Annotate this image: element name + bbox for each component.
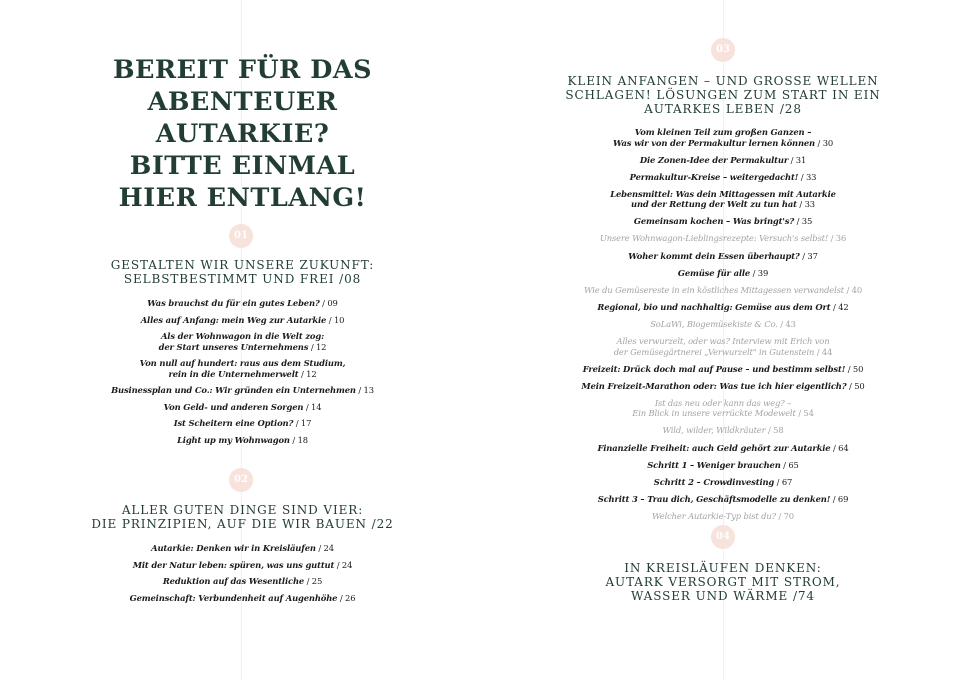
toc-entry-title: Mit der Natur leben: spüren, was uns guttut	[132, 559, 335, 570]
chapter-page-number: /08	[339, 272, 362, 286]
chapter-page-number: /22	[371, 517, 394, 531]
toc-entry-title: Regional, bio und nachhaltig: Gemüse aus dem Ort	[597, 301, 831, 312]
toc-entry-page: / 09	[322, 298, 338, 308]
toc-entry	[540, 494, 906, 505]
toc-entry-title: Permakultur-Kreise – weitergedacht!	[629, 171, 799, 182]
toc-entry-title: Alles auf Anfang: mein Weg zur Autarkie	[140, 314, 327, 325]
toc-entry	[540, 302, 906, 313]
toc-entry-page: / 17	[295, 418, 312, 428]
chapter-number-badge: 01	[229, 224, 253, 248]
toc-entry	[60, 593, 425, 604]
toc-entry-page: / 13	[358, 385, 374, 395]
chapter-heading	[540, 561, 906, 603]
toc-entry	[540, 477, 906, 488]
toc-entry-title: Reduktion auf das Wesentliche	[162, 576, 305, 586]
chapter-entry-list	[60, 298, 425, 451]
toc-entry	[540, 511, 906, 522]
toc-entry	[60, 298, 425, 309]
toc-entry-page: / 67	[776, 476, 793, 487]
chapter-page-number: /74	[792, 589, 815, 603]
toc-entry-title: Vom kleinen Teil zum großen Ganzen – Was wir von der Permakultur lernen können	[612, 127, 815, 148]
toc-entry-page: / 18	[292, 434, 308, 445]
toc-entry-page: / 33	[800, 171, 817, 182]
toc-entry-page: / 12	[310, 341, 327, 352]
toc-entry-title: Businessplan und Co.: Wir gründen ein Unternehmen	[111, 385, 356, 395]
toc-entry	[60, 576, 425, 587]
toc-entry	[60, 560, 425, 571]
toc-entry-page: / 43	[780, 318, 796, 329]
toc-entry-page: / 26	[339, 592, 356, 603]
toc-entry	[540, 268, 906, 279]
toc-entry	[540, 172, 906, 183]
toc-entry	[60, 331, 425, 352]
toc-entry-title: SoLaWi, Biogemüsekiste & Co.	[650, 318, 778, 329]
chapter-number-badge: 04	[711, 525, 735, 549]
toc-entry-page: / 14	[305, 401, 322, 412]
toc-entry-title: Ist Scheitern eine Option?	[173, 418, 294, 428]
toc-entry-page: / 58	[767, 425, 784, 436]
chapter-heading	[60, 503, 425, 531]
toc-entry	[60, 543, 425, 554]
toc-entry-page: / 36	[830, 233, 847, 244]
page-title: BEREIT FÜR DAS ABENTEUER AUTARKIE? BITTE EINMAL HIER ENTLANG!	[112, 55, 373, 213]
toc-entry-title: Schritt 3 – Trau dich, Geschäftsmodelle zu denken!	[597, 493, 831, 504]
chapter-entry-list	[540, 127, 906, 528]
toc-entry	[540, 364, 906, 375]
toc-entry-title: Gemeinsam kochen – Was bringt's?	[633, 216, 795, 227]
toc-entry-title: Schritt 1 – Weniger brauchen	[647, 459, 781, 470]
toc-entry-title: Wie du Gemüsereste in ein köstliches Mittagessen verwandelst	[583, 284, 844, 295]
toc-entry-title: Schritt 2 – Crowdinvesting	[653, 476, 775, 487]
toc-entry-page: / 69	[832, 493, 849, 504]
toc-entry	[540, 127, 906, 148]
toc-entry-page: / 12	[301, 368, 317, 379]
toc-entry-title: Was brauchst du für ein gutes Leben?	[147, 298, 320, 308]
toc-entry	[60, 385, 425, 396]
chapter-heading	[540, 74, 906, 116]
chapter-number-badge: 02	[229, 468, 253, 492]
toc-entry-title: Alles verwurzelt, oder was? Interview mit Erich von der Gemüsegärtnerei „Verwurzelt" in Gutenstein	[613, 336, 830, 357]
toc-entry-page: / 54	[798, 408, 814, 419]
toc-entry-title: Finanzielle Freiheit: auch Geld gehört zur Autarkie	[597, 442, 831, 453]
toc-entry	[540, 336, 906, 357]
toc-entry-title: Gemeinschaft: Verbundenheit auf Augenhöhe	[129, 592, 338, 603]
toc-entry	[540, 216, 906, 227]
toc-entry	[540, 285, 906, 296]
toc-entry-page: / 64	[833, 442, 849, 453]
chapter-entry-list	[60, 543, 425, 609]
toc-entry-title: Woher kommt dein Essen überhaupt?	[628, 250, 800, 261]
chapter-number-badge: 03	[711, 38, 735, 62]
toc-entry	[540, 189, 906, 210]
toc-entry-page: / 40	[846, 284, 863, 295]
toc-entry-title: Autarkie: Denken wir in Kreisläufen	[151, 543, 316, 553]
toc-entry-title: Lebensmittel: Was dein Mittagessen mit Autarkie und der Rettung der Welt zu tun hat	[610, 188, 836, 210]
toc-entry-page: / 30	[817, 137, 834, 148]
toc-entry	[540, 443, 906, 454]
toc-entry-page: / 25	[306, 576, 323, 586]
toc-entry-page: / 65	[783, 459, 799, 470]
toc-entry	[540, 460, 906, 471]
toc-entry-title: Mein Freizeit-Marathon oder: Was tue ich hier eigentlich?	[581, 380, 847, 391]
toc-entry-title: Light up my Wohnwagon	[177, 434, 290, 445]
toc-entry	[60, 358, 425, 379]
toc-entry	[60, 315, 425, 326]
toc-entry-page: / 50	[849, 380, 865, 391]
toc-entry-page: / 10	[328, 314, 345, 325]
chapter-title: ALLER GUTEN DINGE SIND VIER: DIE PRINZIPIEN, AUF DIE WIR BAUEN	[91, 503, 367, 531]
toc-entry	[60, 435, 425, 446]
toc-entry-page: / 70	[778, 510, 794, 521]
toc-entry-title: Die Zonen-Idee der Permakultur	[639, 154, 789, 165]
chapter-title: GESTALTEN WIR UNSERE ZUKUNFT: SELBSTBESTIMMT UND FREI	[110, 258, 375, 286]
toc-entry	[540, 155, 906, 166]
toc-entry	[540, 319, 906, 330]
toc-entry	[540, 233, 906, 244]
toc-entry-title: Unsere Wohnwagon-Lieblingsrezepte: Versuch's selbst!	[599, 233, 829, 244]
toc-entry	[540, 425, 906, 436]
toc-entry-page: / 35	[796, 216, 813, 227]
toc-entry-page: / 39	[752, 267, 769, 278]
chapter-title: KLEIN ANFANGEN – UND GROSSE WELLEN SCHLAGEN! LÖSUNGEN ZUM START IN EIN AUTARKES LEBEN	[565, 74, 881, 116]
toc-entry-page: / 33	[799, 199, 815, 210]
chapter-page-number: /28	[779, 102, 802, 116]
toc-entry	[540, 381, 906, 392]
toc-entry-title: Wild, wilder, Wildkräuter	[662, 425, 766, 436]
toc-entry-page: / 24	[318, 543, 334, 553]
toc-entry-title: Als der Wohnwagon in die Welt zog: der Start unseres Unternehmens	[158, 331, 325, 352]
toc-entry-title: Welcher Autarkie-Typ bist du?	[652, 510, 776, 521]
toc-entry-page: / 42	[833, 301, 849, 312]
toc-entry-page: / 44	[816, 346, 833, 357]
chapter-title: IN KREISLÄUFEN DENKEN: AUTARK VERSORGT MIT STROM, WASSER UND WÄRME	[605, 561, 841, 603]
toc-entry-page: / 37	[802, 250, 818, 261]
toc-entry	[540, 251, 906, 262]
chapter-heading	[60, 258, 425, 286]
toc-entry-title: Von Geld- und anderen Sorgen	[163, 401, 304, 412]
toc-entry-page: / 50	[847, 363, 864, 374]
toc-entry-title: Gemüse für alle	[677, 267, 751, 278]
toc-entry	[60, 418, 425, 429]
toc-entry	[60, 402, 425, 413]
toc-entry-page: / 31	[790, 154, 807, 165]
toc-entry-title: Freizeit: Drück doch mal auf Pause – und bestimm selbst!	[582, 363, 846, 374]
toc-entry-title: Von null auf hundert: raus aus dem Studium, rein in die Unternehmerwelt	[139, 358, 346, 379]
toc-entry	[540, 398, 906, 419]
toc-entry-page: / 24	[336, 559, 353, 570]
toc-entry-title: Ist das neu oder kann das weg? – Ein Blick in unsere verrückte Modewelt	[632, 397, 796, 419]
